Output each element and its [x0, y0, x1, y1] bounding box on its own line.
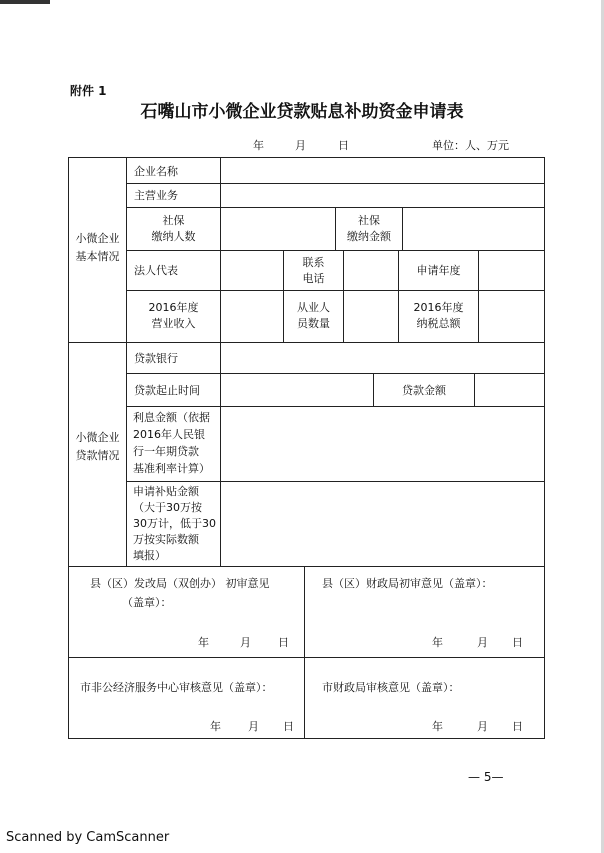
loan-bank-field[interactable] — [222, 344, 542, 372]
city-center-review-title: 市非公经济服务中心审核意见（盖章）： — [80, 681, 273, 694]
attachment-label: 附件 1 — [70, 84, 107, 98]
loan-amount-label: 贷款金额 — [402, 384, 446, 397]
scan-edge-mark — [0, 0, 50, 4]
county-dev-review-seal: （盖章）： — [122, 596, 172, 609]
phone-field[interactable] — [345, 252, 397, 289]
company-name-label: 企业名称 — [134, 165, 178, 178]
employees-field[interactable] — [345, 292, 397, 341]
social-count-label-1: 社保 — [162, 214, 185, 227]
phone-label-1: 联系 — [302, 256, 325, 269]
apply-year-label: 申请年度 — [416, 264, 461, 277]
county-fin-date-year: 年 — [432, 636, 443, 649]
apply-year-field[interactable] — [480, 252, 543, 289]
social-amount-label-1: 社保 — [358, 214, 380, 227]
county-dev-date-day: 日 — [278, 636, 289, 649]
loan-amount-field[interactable] — [476, 375, 543, 405]
date-year: 年 — [253, 139, 264, 152]
section-loan-label-2: 贷款情况 — [75, 449, 120, 462]
main-business-field[interactable] — [222, 185, 542, 206]
page-number: — 5— — [468, 770, 504, 784]
tax-label-1: 2016年度 — [413, 301, 464, 314]
social-count-label-2: 缴纳人数 — [151, 230, 196, 243]
interest-amount-field[interactable] — [222, 408, 542, 480]
revenue-field[interactable] — [222, 292, 282, 341]
date-month: 月 — [295, 139, 306, 152]
tax-label-2: 纳税总额 — [416, 317, 461, 330]
company-name-field[interactable] — [222, 159, 542, 182]
city-fin-date-day: 日 — [512, 720, 523, 733]
city-fin-review-title: 市财政局审核意见（盖章）： — [322, 681, 460, 694]
tax-field[interactable] — [480, 292, 543, 341]
city-fin-date-month: 月 — [477, 720, 488, 733]
section-basic-label-1: 小微企业 — [75, 232, 120, 245]
subsidy-amount-field[interactable] — [222, 483, 542, 565]
main-business-label: 主营业务 — [134, 189, 178, 202]
employees-label-1: 从业人 — [297, 301, 330, 314]
section-basic-label-2: 基本情况 — [75, 250, 120, 263]
page-title: 石嘴山市小微企业贷款贴息补助资金申请表 — [140, 102, 464, 122]
legal-rep-label: 法人代表 — [134, 264, 178, 277]
loan-period-label: 贷款起止时间 — [134, 384, 200, 397]
social-amount-label-2: 缴纳金额 — [347, 230, 391, 243]
county-dev-review-title: 县（区）发改局（双创办） 初审意见 — [90, 577, 270, 590]
county-fin-date-day: 日 — [512, 636, 523, 649]
legal-rep-field[interactable] — [222, 252, 282, 289]
scanner-watermark: Scanned by CamScanner — [6, 830, 170, 845]
date-day: 日 — [338, 139, 349, 152]
revenue-label-1: 2016年度 — [148, 301, 199, 314]
county-dev-date-year: 年 — [198, 636, 209, 649]
county-fin-date-month: 月 — [477, 636, 488, 649]
social-count-field[interactable] — [222, 209, 334, 249]
employees-label-2: 员数量 — [297, 317, 330, 330]
revenue-label-2: 营业收入 — [151, 317, 196, 330]
city-center-date-day: 日 — [283, 720, 294, 733]
city-center-date-year: 年 — [210, 720, 221, 733]
loan-period-field[interactable] — [222, 375, 372, 405]
county-fin-review-title: 县（区）财政局初审意见（盖章）： — [322, 577, 493, 590]
city-fin-date-year: 年 — [432, 720, 443, 733]
unit-label: 单位：人、万元 — [432, 139, 509, 152]
social-amount-field[interactable] — [404, 209, 543, 249]
county-dev-date-month: 月 — [240, 636, 251, 649]
phone-label-2: 电话 — [302, 272, 325, 285]
city-center-date-month: 月 — [248, 720, 259, 733]
loan-bank-label: 贷款银行 — [134, 352, 178, 365]
section-loan-label-1: 小微企业 — [75, 431, 120, 444]
